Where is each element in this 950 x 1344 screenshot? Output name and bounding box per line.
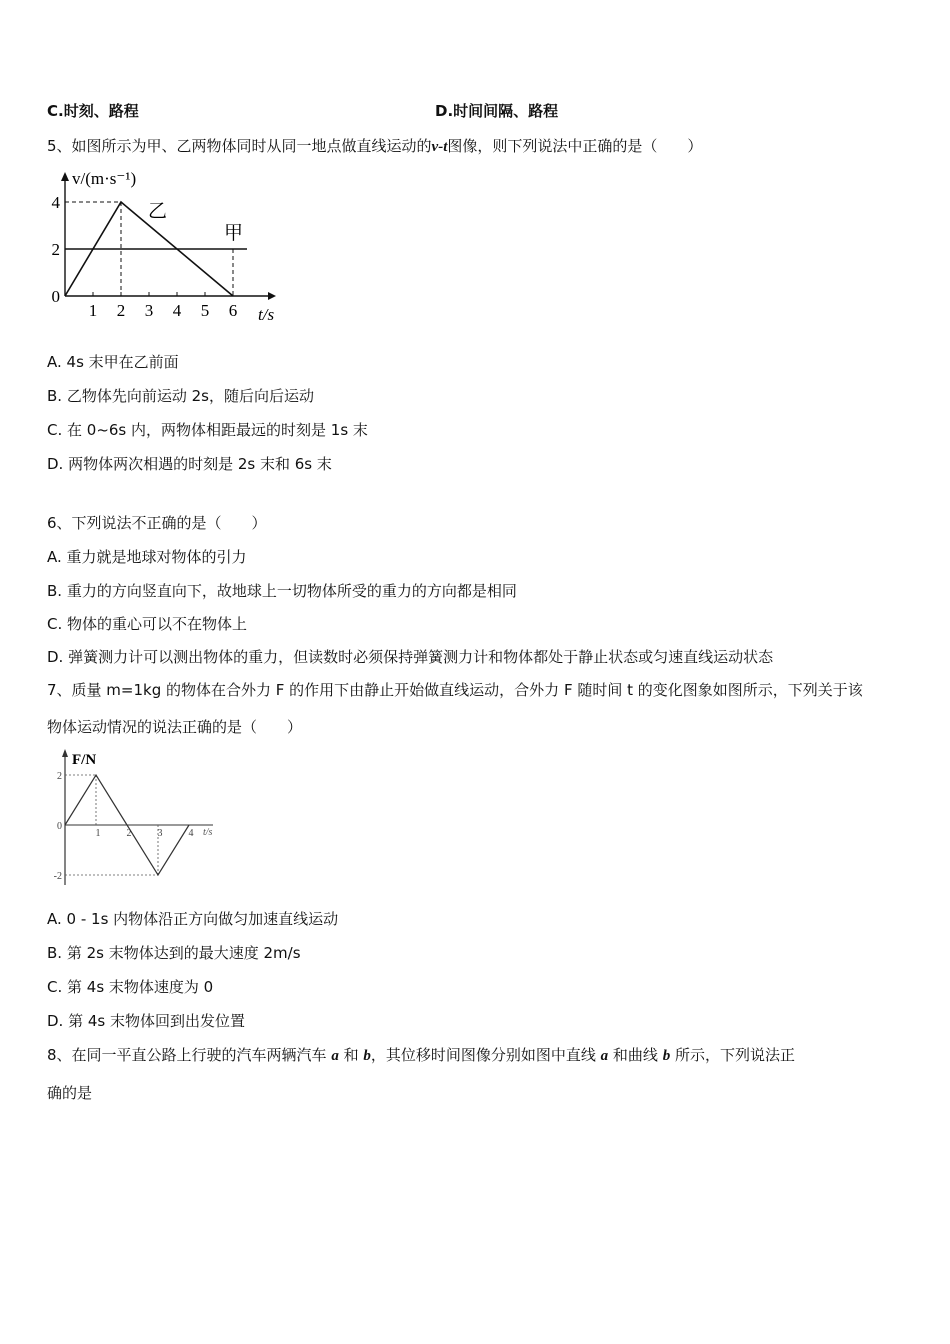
x-tick-label: 1 (95, 828, 101, 839)
y-axis-arrow (61, 172, 69, 181)
x-tick-label: 2 (116, 301, 126, 320)
series-label: 甲 (224, 223, 244, 244)
y-tick-label: 2 (51, 240, 60, 259)
q6-option-a: A. 重力就是地球对物体的引力 (47, 548, 247, 566)
q8-stem-part1: 8、在同一平直公路上行驶的汽车两辆汽车 (47, 1046, 332, 1064)
q5-stem-part1: 5、如图所示为甲、乙两物体同时从同一地点做直线运动的 (47, 137, 432, 155)
y-tick-label: -2 (53, 871, 62, 882)
y-axis-label: v/(m·s⁻¹) (72, 169, 137, 188)
q8-var-b: b (363, 1048, 371, 1064)
q8-stem-line2: 确的是 (47, 1084, 93, 1102)
x-tick-label: 4 (172, 301, 182, 320)
x-tick-label: 1 (88, 301, 98, 320)
q5-option-a: A. 4s 末甲在乙前面 (47, 353, 179, 371)
y-tick-label: 4 (51, 193, 60, 212)
x-axis-label: t/s (258, 305, 275, 324)
y-tick-label: 0 (57, 821, 62, 832)
q6-stem: 6、下列说法不正确的是（ ） (47, 514, 267, 532)
q4-option-d: D.时间间隔、路程 (435, 102, 559, 120)
x-tick-label: 6 (228, 301, 238, 320)
q8-var-b2: b (662, 1048, 671, 1064)
q8-var-a2: a (600, 1048, 609, 1064)
q6-option-c: C. 物体的重心可以不在物体上 (47, 615, 248, 633)
y-axis-arrow (62, 749, 68, 757)
q7-stem-line1: 7、质量 m=1kg 的物体在合外力 F 的作用下由静止开始做直线运动，合外力 F 随时间 t 的变化图象如图所示，下列关于该 (47, 681, 863, 699)
q5-option-b: B. 乙物体先向前运动 2s，随后向后运动 (47, 387, 314, 405)
q5-option-d: D. 两物体两次相遇的时刻是 2s 末和 6s 末 (47, 455, 332, 473)
q7-option-b: B. 第 2s 末物体达到的最大速度 2m/s (47, 944, 301, 962)
q8-var-a: a (331, 1048, 339, 1064)
q6-option-b: B. 重力的方向竖直向下，故地球上一切物体所受的重力的方向都是相同 (47, 582, 517, 600)
q8-stem-part5: 所示，下列说法正 (670, 1046, 795, 1064)
vt-chart (40, 165, 300, 330)
x-tick-label: 5 (200, 301, 210, 320)
q6-option-d: D. 弹簧测力计可以测出物体的重力，但读数时必须保持弹簧测力计和物体都处于静止状态或匀速直线运动状态 (47, 648, 774, 666)
q8-stem-part2: 和 (338, 1046, 364, 1064)
q7-stem-line2: 物体运动情况的说法正确的是（ ） (47, 718, 303, 736)
x-tick-label: 4 (188, 828, 194, 839)
x-tick-label: 3 (157, 828, 163, 839)
x-axis-label: t/s (203, 827, 213, 838)
x-tick-label: 2 (126, 828, 132, 839)
q7-option-a: A. 0 - 1s 内物体沿正方向做匀加速直线运动 (47, 910, 339, 928)
series-label: 乙 (148, 201, 168, 222)
x-tick-label: 3 (144, 301, 154, 320)
q4-option-c: C.时刻、路程 (47, 102, 139, 120)
q7-option-c: C. 第 4s 末物体速度为 0 (47, 978, 214, 996)
q5-stem-vt: v-t (431, 139, 448, 155)
q5-option-c: C. 在 0~6s 内，两物体相距最远的时刻是 1s 末 (47, 421, 368, 439)
q8-stem-part4: 和曲线 (608, 1046, 663, 1064)
q5-stem-part2: 图像，则下列说法中正确的是（ ） (447, 137, 703, 155)
x-axis-arrow (268, 292, 276, 300)
q5-stem (47, 136, 702, 157)
y-tick-label: 0 (51, 287, 60, 306)
y-axis-label: F/N (72, 752, 97, 768)
y-tick-label: 2 (57, 771, 62, 782)
q7-option-d: D. 第 4s 末物体回到出发位置 (47, 1012, 245, 1030)
q8-stem-line1 (47, 1045, 795, 1066)
q8-stem-part3: ，其位移时间图像分别如图中直线 (370, 1046, 601, 1064)
ft-chart (45, 745, 230, 895)
